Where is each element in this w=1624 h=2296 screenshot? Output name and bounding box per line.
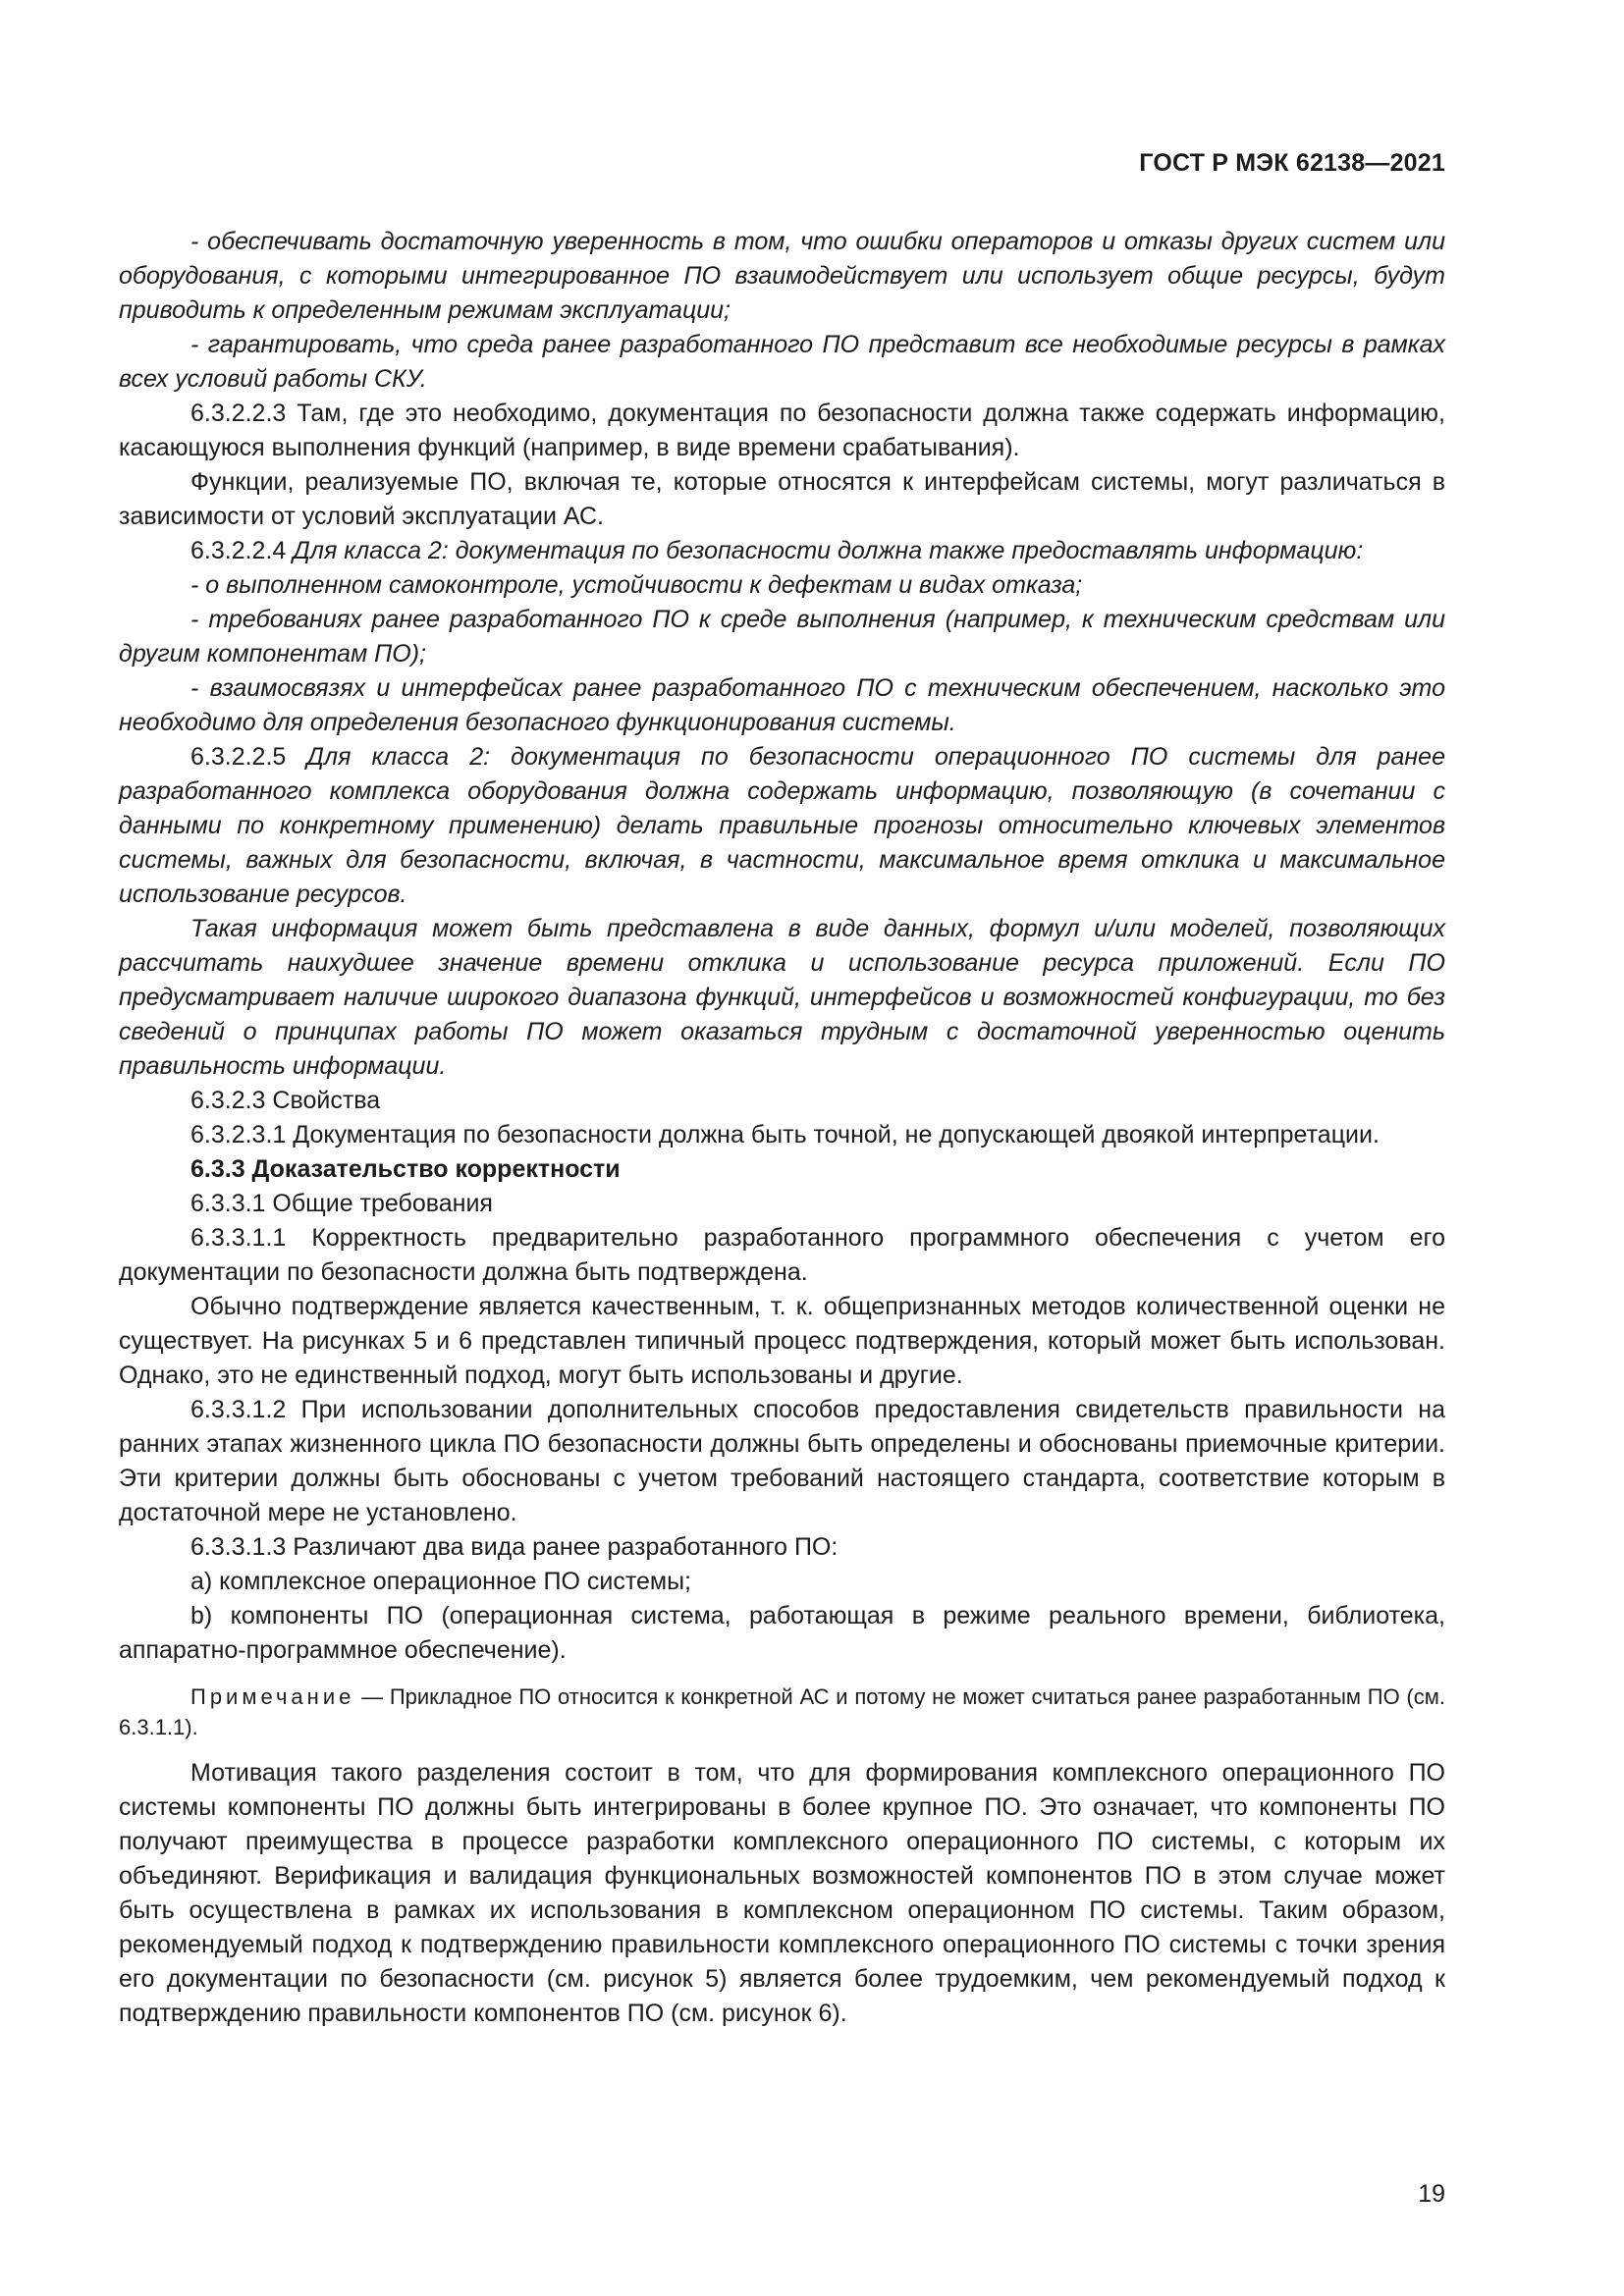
- note-label: Примечание: [190, 1684, 355, 1709]
- paragraph: - обеспечивать достаточную уверенность в том, что ошибки операторов и отказы других систем или оборудования, с которыми интегрированное ПО взаимодействует или использует общие ресурсы, будут приводить к определенным режимам эксплуатации;: [119, 228, 1445, 324]
- clause-number: 6.3.2.2.5: [190, 743, 287, 771]
- paragraph: 6.3.3.1.3 Различают два вида ранее разработанного ПО:: [190, 1533, 839, 1561]
- paragraph: Функции, реализуемые ПО, включая те, которые относятся к интерфейсам системы, могут различаться в зависимости от условий эксплуатации АС.: [119, 468, 1445, 530]
- note: [119, 1682, 1445, 1742]
- paragraph: - требованиях ранее разработанного ПО к среде выполнения (например, к техническим средствам или другим компонентам ПО);: [119, 606, 1445, 667]
- section-heading: 6.3.3 Доказательство корректности: [190, 1155, 621, 1183]
- paragraph: [119, 534, 1445, 568]
- paragraph: Такая информация может быть представлена в виде данных, формул и/или моделей, позволяющих рассчитать наихудшее значение времени отклика и использование ресурса приложений. Если ПО предусматривает наличие широкого диапазона функций, интерфейсов и возможностей конфигурации, то без сведений о принципах работы ПО может оказаться трудным с достаточной уверенностью оценить правильность информации.: [119, 915, 1445, 1080]
- clause-text: Для класса 2: документация по безопасности операционного ПО системы для ранее разработанного комплекса оборудования должна содержать информацию, позволяющую (в сочетании с данными по конкретному применению) делать правильные прогнозы относительно ключевых элементов системы, важных для безопасности, включая, в частности, максимальное время отклика и максимальное использование ресурсов.: [119, 743, 1445, 908]
- paragraph: - взаимосвязях и интерфейсах ранее разработанного ПО с техническим обеспечением, насколько это необходимо для определения безопасного функционирования системы.: [119, 674, 1445, 736]
- paragraph: - о выполненном самоконтроле, устойчивости к дефектам и видах отказа;: [190, 571, 1083, 599]
- note-text: — Прикладное ПО относится к конкретной АС и потому не может считаться ранее разработанным ПО (см. 6.3.1.1).: [119, 1684, 1445, 1739]
- paragraph: 6.3.2.2.3 Там, где это необходимо, документация по безопасности должна также содержать информацию, касающуюся выполнения функций (например, в виде времени срабатывания).: [119, 400, 1445, 461]
- list-item: b) компоненты ПО (операционная система, работающая в режиме реального времени, библиотека, аппаратно-программное обеспечение).: [119, 1602, 1445, 1664]
- paragraph: [119, 740, 1445, 912]
- paragraph: Обычно подтверждение является качественным, т. к. общепризнанных методов количественной оценки не существует. На рисунках 5 и 6 представлен типичный процесс подтверждения, который может быть использован. Однако, это не единственный подход, могут быть использованы и другие.: [119, 1293, 1445, 1389]
- paragraph: 6.3.2.3.1 Документация по безопасности должна быть точной, не допускающей двоякой интерпретации.: [190, 1121, 1380, 1148]
- paragraph: 6.3.3.1.2 При использовании дополнительных способов предоставления свидетельств правильности на ранних этапах жизненного цикла ПО безопасности должны быть определены и обоснованы приемочные критерии. Эти критерии должны быть обоснованы с учетом требований настоящего стандарта, соответствие которым в достаточной мере не установлено.: [119, 1396, 1445, 1526]
- clause-text: Для класса 2: документация по безопасности должна также предоставлять информацию:: [293, 537, 1364, 564]
- subsection-heading: 6.3.2.3 Свойства: [190, 1087, 381, 1114]
- standard-header: ГОСТ Р МЭК 62138—2021: [1139, 149, 1445, 177]
- page-number: 19: [1418, 2180, 1445, 2208]
- paragraph: 6.3.3.1.1 Корректность предварительно разработанного программного обеспечения с учетом его документации по безопасности должна быть подтверждена.: [119, 1224, 1445, 1286]
- subsection-heading: 6.3.3.1 Общие требования: [190, 1190, 493, 1217]
- paragraph: Мотивация такого разделения состоит в том, что для формирования комплексного операционного ПО системы компоненты ПО должны быть интегрированы в более крупное ПО. Это означает, что компоненты ПО получают преимущества в процессе разработки комплексного операционного ПО системы, с которым их объединяют. Верификация и валидация функциональных возможностей компонентов ПО в этом случае может быть осуществлена в рамках их использования в комплексном операционном ПО системы. Таким образом, рекомендуемый подход к подтверждению правильности комплексного операционного ПО системы с точки зрения его документации по безопасности (см. рисунок 5) является более трудоемким, чем рекомендуемый подход к подтверждению правильности компонентов ПО (см. рисунок 6).: [119, 1759, 1445, 2027]
- clause-number: 6.3.2.2.4: [190, 537, 287, 564]
- list-item: а) комплексное операционное ПО системы;: [190, 1568, 691, 1595]
- paragraph: - гарантировать, что среда ранее разработанного ПО представит все необходимые ресурсы в рамках всех условий работы СКУ.: [119, 331, 1445, 393]
- document-body: [119, 225, 1445, 2031]
